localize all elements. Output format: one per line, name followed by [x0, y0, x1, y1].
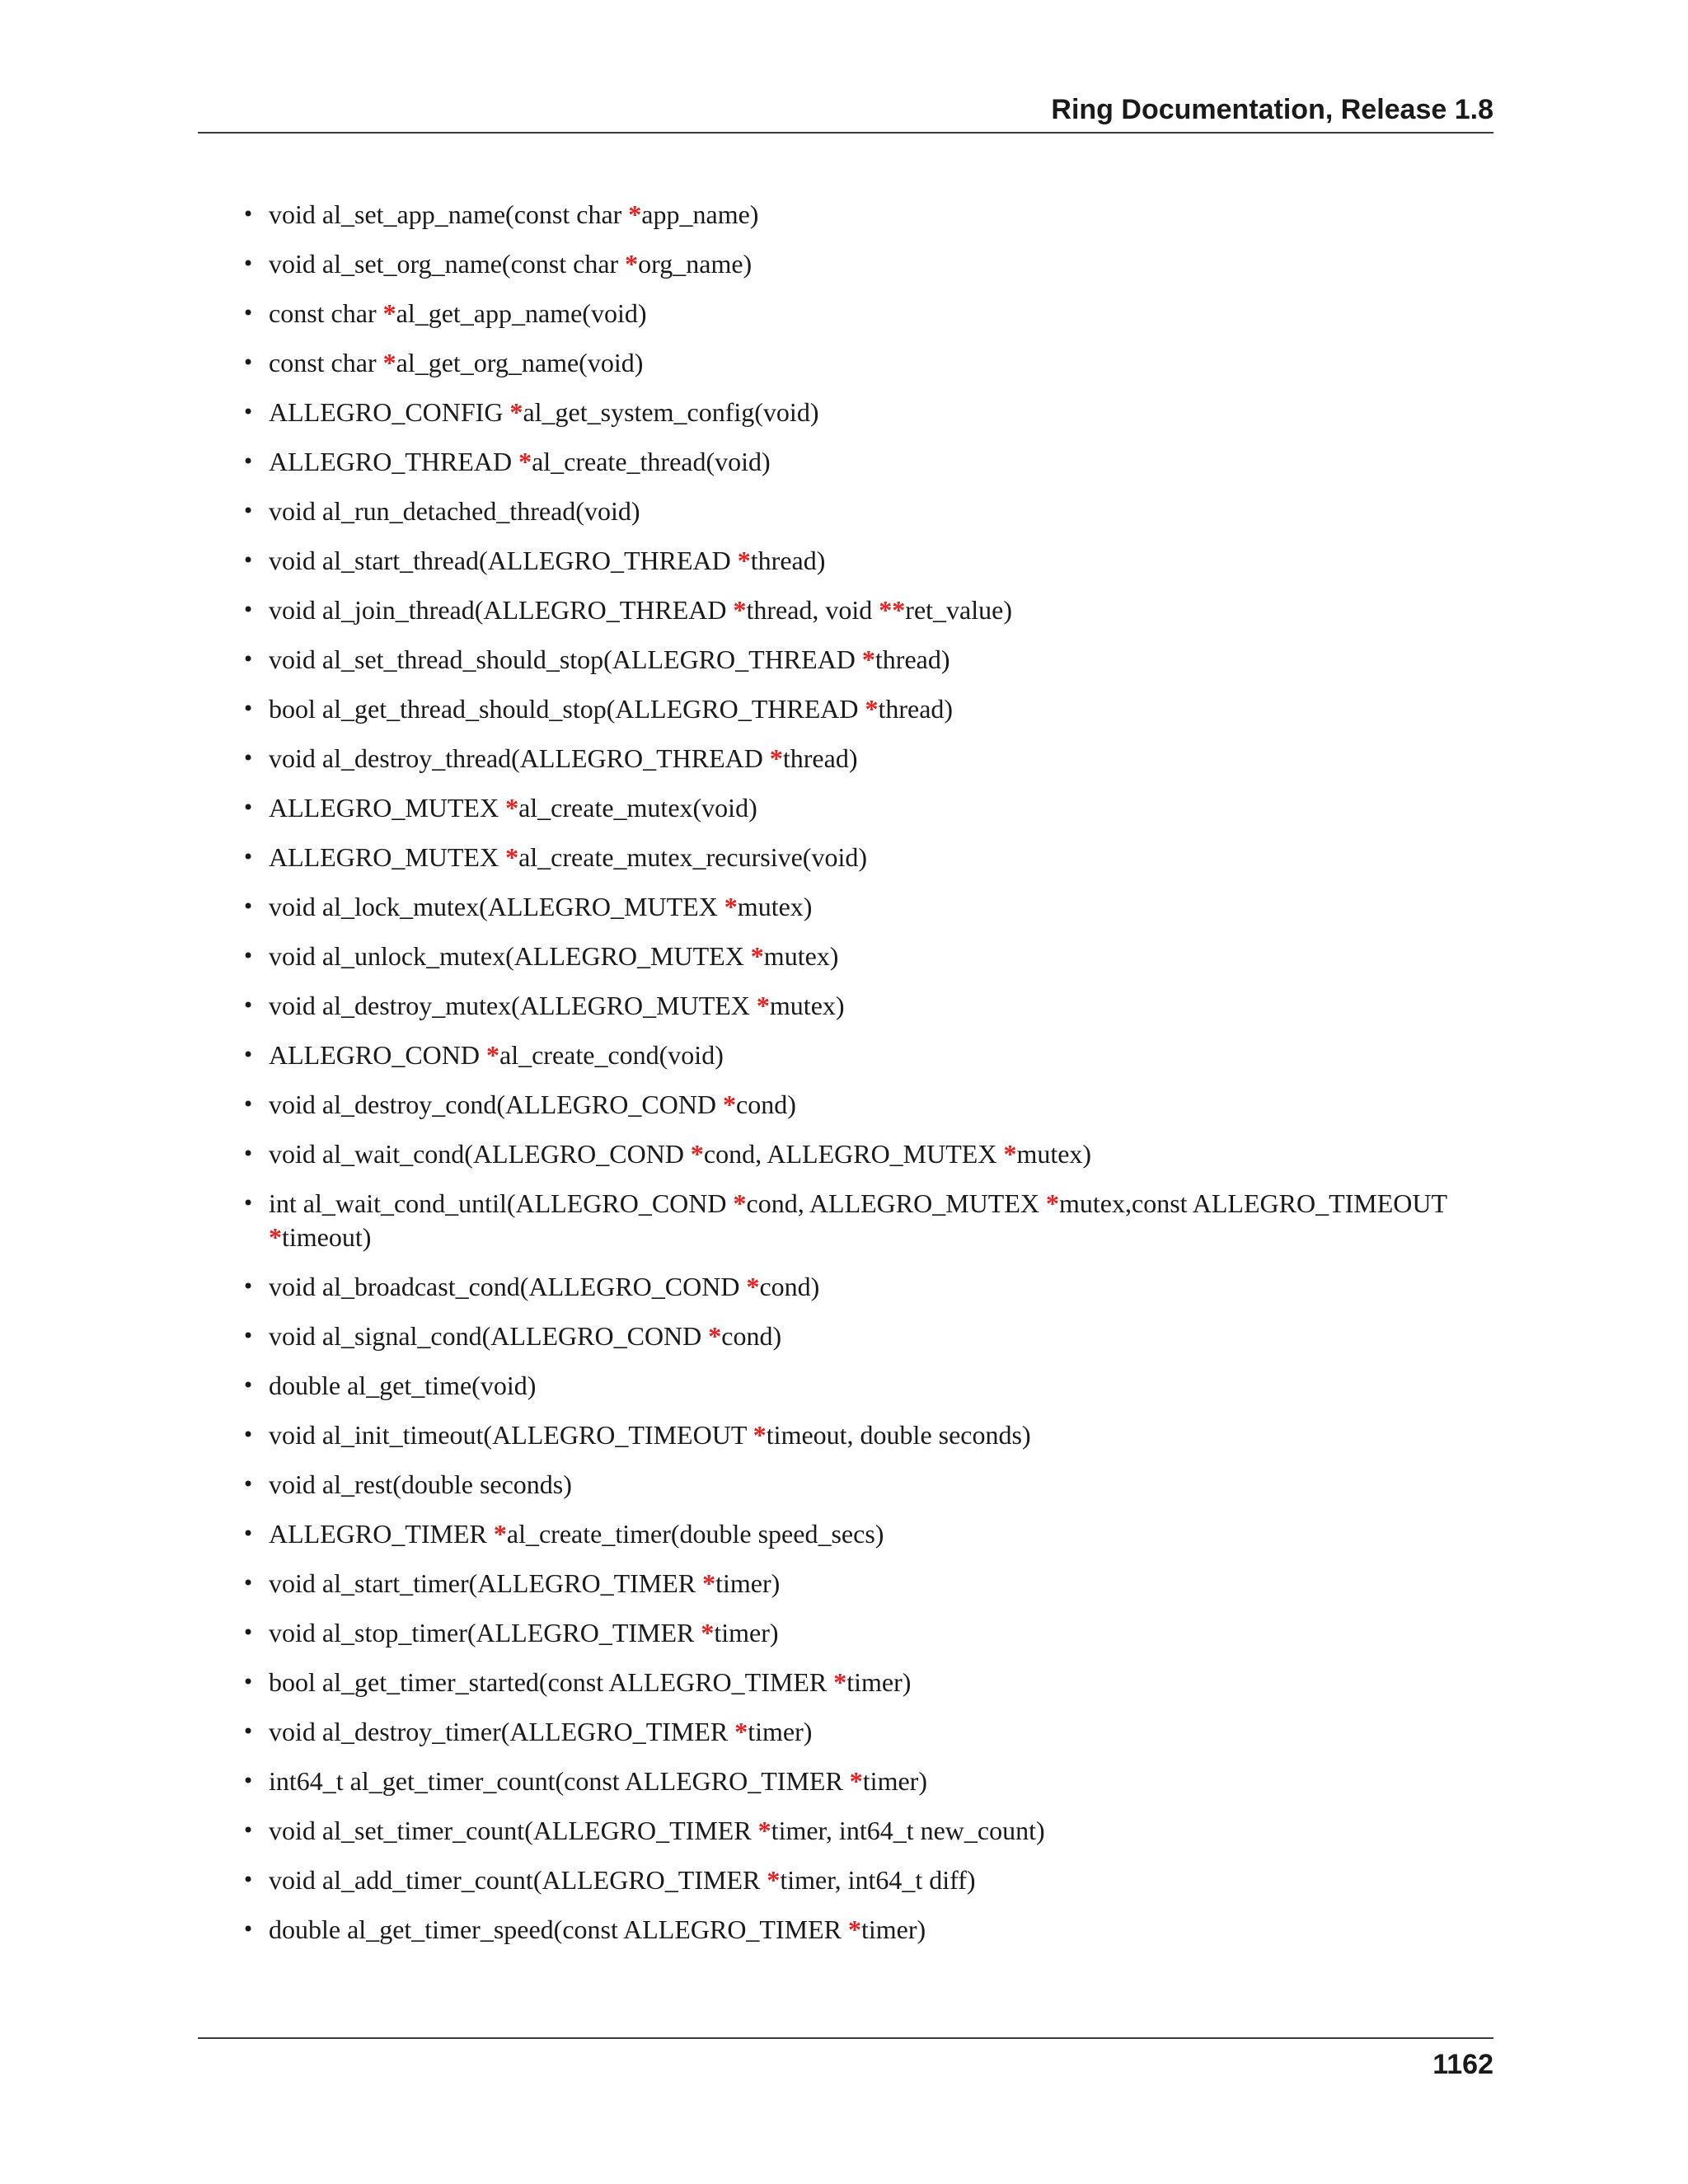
pointer-symbol: *: [849, 1766, 863, 1796]
pointer-symbol: *: [734, 1717, 748, 1746]
pointer-symbol: *: [505, 793, 519, 823]
pointer-symbol: *: [746, 1272, 760, 1301]
signature-text: cond): [759, 1272, 820, 1301]
signature-text: ALLEGRO_THREAD: [269, 447, 519, 476]
signature-text: double al_get_time(void): [269, 1371, 537, 1400]
signature-text: al_create_mutex_recursive(void): [518, 842, 867, 872]
pointer-symbol: *: [756, 991, 770, 1020]
signature-text: bool al_get_timer_started(const ALLEGRO_TIMER: [269, 1667, 834, 1697]
signature-text: void al_set_org_name(const char: [269, 249, 626, 279]
signature-text: mutex): [763, 941, 839, 971]
signature-text: timer, int64_t new_count): [771, 1816, 1045, 1845]
signature-text: ALLEGRO_MUTEX: [269, 842, 506, 872]
signature-text: const char: [269, 348, 383, 377]
signature-text: mutex): [737, 892, 813, 921]
signature-text: thread): [878, 694, 954, 724]
list-item: [242, 890, 1495, 924]
pointer-symbol: *: [865, 694, 879, 724]
pointer-symbol: *: [733, 595, 747, 625]
signature-text: mutex,const ALLEGRO_TIMEOUT: [1059, 1188, 1447, 1218]
signature-text: timer, int64_t diff): [780, 1865, 976, 1895]
signature-text: al_get_org_name(void): [396, 348, 644, 377]
signature-text: void al_set_timer_count(ALLEGRO_TIMER: [269, 1816, 758, 1845]
list-item: [242, 1038, 1495, 1072]
signature-text: int64_t al_get_timer_count(const ALLEGRO_TIMER: [269, 1766, 850, 1796]
list-item: [242, 297, 1495, 330]
signature-text: thread, void: [746, 595, 879, 625]
pointer-symbol: *: [733, 1188, 747, 1218]
pointer-symbol: *: [1003, 1139, 1017, 1169]
list-item: [242, 1666, 1495, 1699]
signature-text: timer): [715, 1568, 781, 1598]
signature-text: cond, ALLEGRO_MUTEX: [703, 1139, 1004, 1169]
signature-text: bool al_get_thread_should_stop(ALLEGRO_THREAD: [269, 694, 865, 724]
signature-text: void al_destroy_mutex(ALLEGRO_MUTEX: [269, 991, 757, 1020]
pointer-symbol: *: [847, 1915, 861, 1944]
signature-text: const char: [269, 298, 383, 328]
page-footer: [198, 2037, 1493, 2080]
pointer-symbol: *: [861, 644, 875, 674]
signature-text: void al_set_app_name(const char: [269, 199, 629, 229]
pointer-symbol: *: [628, 199, 642, 229]
signature-text: ALLEGRO_CONFIG: [269, 397, 510, 427]
list-item: [242, 1863, 1495, 1897]
signature-text: void al_start_timer(ALLEGRO_TIMER: [269, 1568, 703, 1598]
list-item: [242, 1814, 1495, 1848]
pointer-symbol: *: [625, 249, 639, 279]
list-item: [242, 1270, 1495, 1304]
signature-text: timeout, double seconds): [766, 1420, 1031, 1450]
list-item: [242, 1468, 1495, 1502]
list-item: [242, 1616, 1495, 1650]
list-item: [242, 593, 1495, 627]
signature-text: void al_wait_cond(ALLEGRO_COND: [269, 1139, 691, 1169]
page-header: [198, 89, 1493, 134]
signature-text: double al_get_timer_speed(const ALLEGRO_TIMER: [269, 1915, 848, 1944]
signature-text: void al_destroy_timer(ALLEGRO_TIMER: [269, 1717, 735, 1746]
signature-text: thread): [750, 546, 826, 575]
signature-text: al_create_cond(void): [499, 1040, 724, 1070]
signature-text: ALLEGRO_TIMER: [269, 1519, 494, 1549]
signature-text: void al_lock_mutex(ALLEGRO_MUTEX: [269, 892, 724, 921]
pointer-symbol: *: [518, 447, 532, 476]
list-item: [242, 1088, 1495, 1122]
signature-text: void al_init_timeout(ALLEGRO_TIMEOUT: [269, 1420, 753, 1450]
list-item: [242, 1913, 1495, 1947]
pointer-symbol: *: [702, 1568, 716, 1598]
list-item: [242, 1187, 1495, 1254]
signature-text: void al_rest(double seconds): [269, 1469, 572, 1499]
signature-text: int al_wait_cond_until(ALLEGRO_COND: [269, 1188, 734, 1218]
signature-text: timer): [860, 1915, 926, 1944]
list-item: [242, 692, 1495, 726]
signature-text: timer): [714, 1618, 779, 1647]
pointer-symbol: *: [1046, 1188, 1059, 1218]
signature-text: thread): [874, 644, 950, 674]
pointer-symbol: *: [724, 892, 738, 921]
signature-text: void al_broadcast_cond(ALLEGRO_COND: [269, 1272, 747, 1301]
list-item: [242, 1517, 1495, 1551]
pointer-symbol: *: [757, 1816, 771, 1845]
list-item: [242, 940, 1495, 973]
signature-text: cond): [736, 1090, 796, 1119]
pointer-symbol: *: [505, 842, 519, 872]
list-item: [242, 396, 1495, 429]
signature-text: cond): [721, 1321, 782, 1351]
list-item: [242, 1369, 1495, 1403]
pointer-symbol: *: [269, 1222, 282, 1252]
signature-text: al_create_mutex(void): [518, 793, 757, 823]
signature-text: void al_join_thread(ALLEGRO_THREAD: [269, 595, 734, 625]
list-item: [242, 445, 1495, 479]
list-item: [242, 346, 1495, 380]
signature-text: al_get_app_name(void): [396, 298, 647, 328]
pointer-symbol: *: [753, 1420, 767, 1450]
signature-text: ALLEGRO_MUTEX: [269, 793, 506, 823]
list-item: [242, 1765, 1495, 1798]
list-item: [242, 989, 1495, 1023]
pointer-symbol: *: [701, 1618, 715, 1647]
pointer-symbol: *: [708, 1321, 722, 1351]
function-list: [242, 198, 1495, 1962]
list-item: [242, 1567, 1495, 1601]
signature-text: mutex): [1016, 1139, 1092, 1169]
list-item: [242, 1418, 1495, 1452]
signature-text: void al_signal_cond(ALLEGRO_COND: [269, 1321, 709, 1351]
signature-text: al_get_system_config(void): [523, 397, 819, 427]
signature-text: void al_stop_timer(ALLEGRO_TIMER: [269, 1618, 701, 1647]
pointer-symbol: *: [750, 941, 764, 971]
document-title: Ring Documentation, Release 1.8: [1051, 94, 1493, 125]
signature-text: mutex): [769, 991, 845, 1020]
pointer-symbol: *: [723, 1090, 737, 1119]
pointer-symbol: *: [493, 1519, 507, 1549]
signature-text: timer): [748, 1717, 813, 1746]
signature-text: ret_value): [905, 595, 1012, 625]
signature-text: void al_add_timer_count(ALLEGRO_TIMER: [269, 1865, 767, 1895]
signature-text: void al_set_thread_should_stop(ALLEGRO_THREAD: [269, 644, 862, 674]
signature-text: app_name): [641, 199, 759, 229]
signature-text: timeout): [282, 1222, 372, 1252]
signature-text: void al_run_detached_thread(void): [269, 496, 640, 526]
pointer-symbol: *: [382, 348, 396, 377]
pointer-symbol: *: [382, 298, 396, 328]
list-item: [242, 544, 1495, 578]
list-item: [242, 1715, 1495, 1749]
signature-text: void al_destroy_thread(ALLEGRO_THREAD: [269, 743, 770, 773]
signature-text: timer): [846, 1667, 912, 1697]
list-item: [242, 791, 1495, 825]
list-item: [242, 494, 1495, 528]
list-item: [242, 247, 1495, 281]
signature-text: ALLEGRO_COND: [269, 1040, 486, 1070]
list-item: [242, 1137, 1495, 1171]
signature-text: cond, ALLEGRO_MUTEX: [746, 1188, 1046, 1218]
pointer-symbol: *: [769, 743, 783, 773]
signature-text: void al_start_thread(ALLEGRO_THREAD: [269, 546, 738, 575]
pointer-symbol: *: [833, 1667, 847, 1697]
signature-text: void al_destroy_cond(ALLEGRO_COND: [269, 1090, 724, 1119]
pointer-symbol: *: [509, 397, 523, 427]
list-item: [242, 198, 1495, 232]
signature-text: al_create_thread(void): [532, 447, 771, 476]
pointer-symbol: **: [879, 595, 906, 625]
list-item: [242, 643, 1495, 677]
signature-text: org_name): [638, 249, 753, 279]
signature-text: timer): [862, 1766, 927, 1796]
list-item: [242, 742, 1495, 776]
pointer-symbol: *: [485, 1040, 499, 1070]
signature-text: al_create_timer(double speed_secs): [506, 1519, 884, 1549]
page-number: 1162: [1432, 2049, 1493, 2080]
pointer-symbol: *: [737, 546, 751, 575]
signature-text: void al_unlock_mutex(ALLEGRO_MUTEX: [269, 941, 751, 971]
signature-text: thread): [782, 743, 858, 773]
pointer-symbol: *: [767, 1865, 781, 1895]
pointer-symbol: *: [690, 1139, 704, 1169]
list-item: [242, 841, 1495, 874]
list-item: [242, 1319, 1495, 1353]
